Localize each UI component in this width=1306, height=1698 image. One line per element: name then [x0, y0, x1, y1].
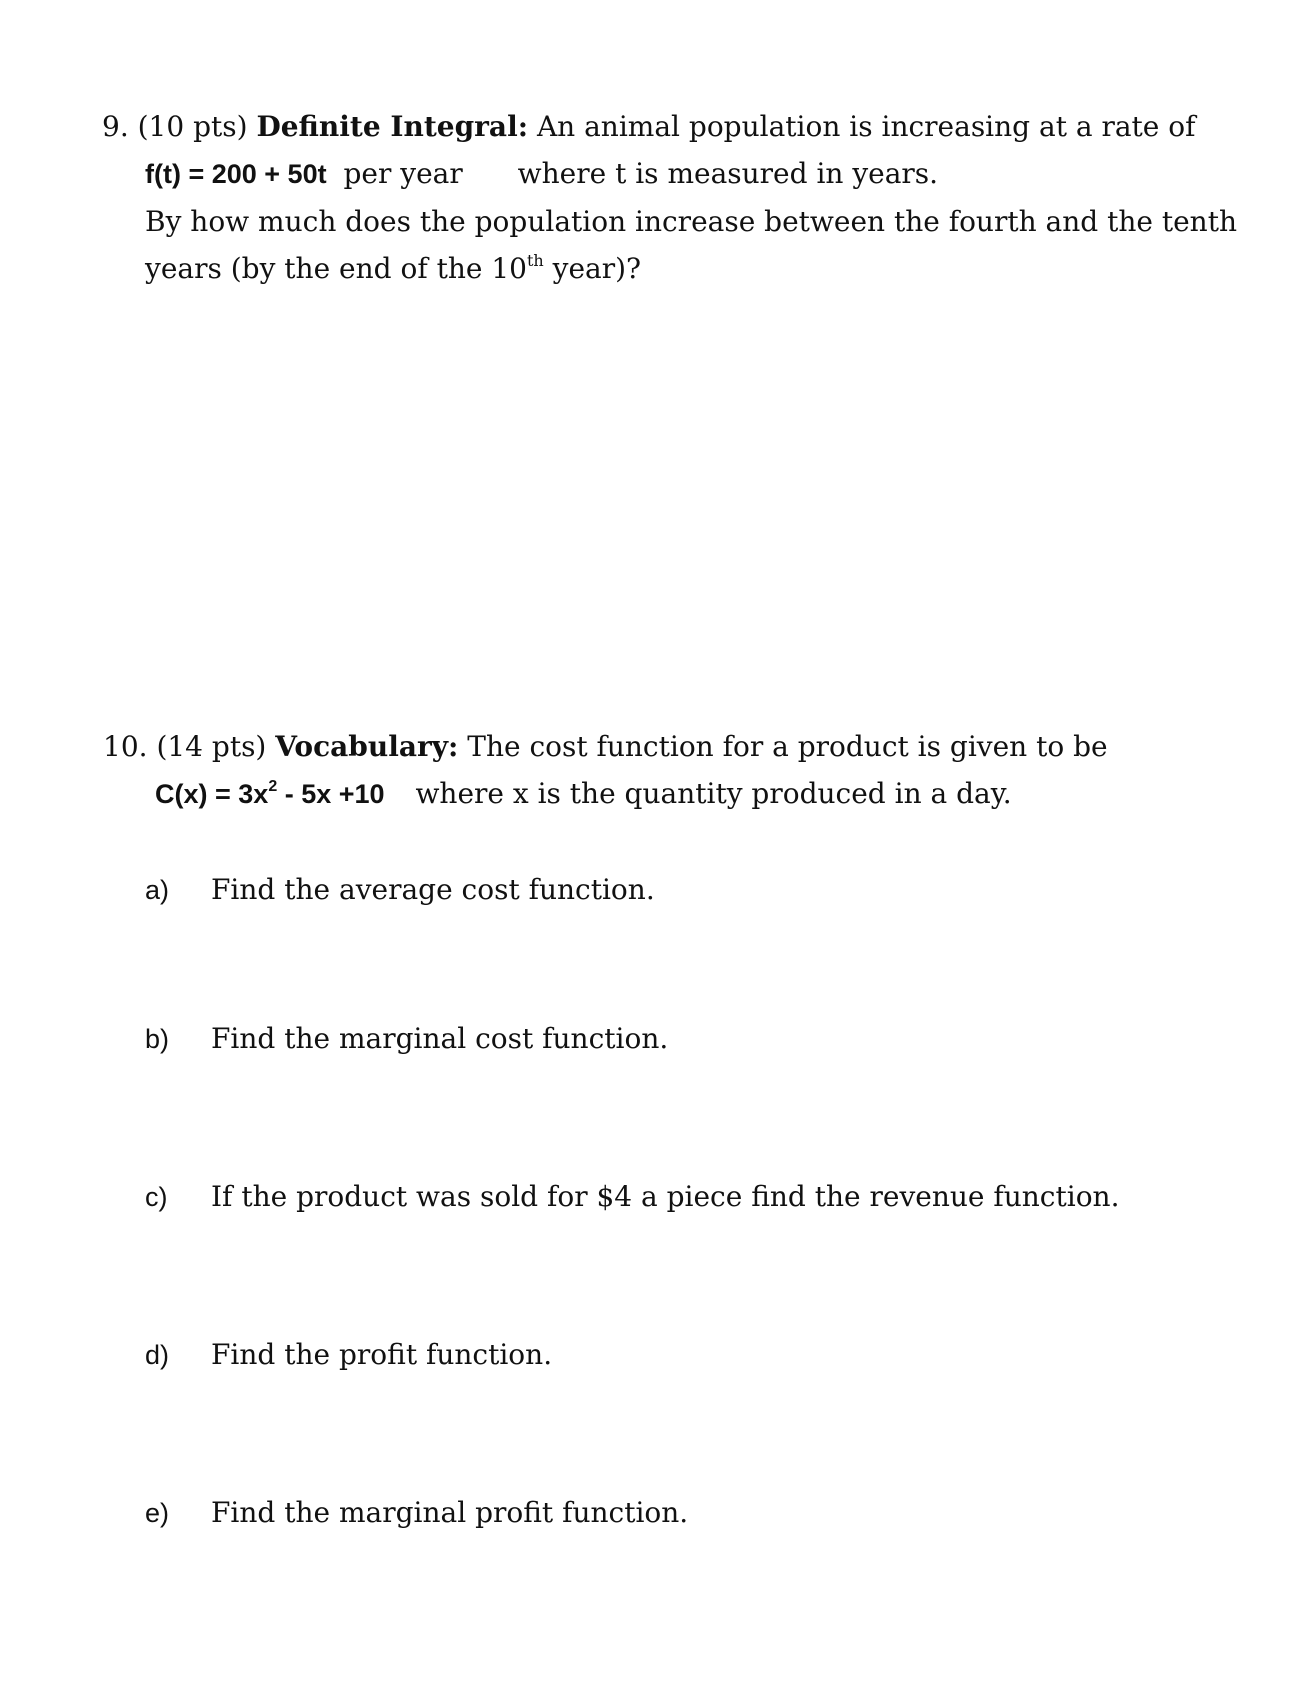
part-text: If the product was sold for $4 a piece find the revenue function. [211, 1180, 1120, 1213]
q10-formula-sup: 2 [268, 778, 278, 795]
q9-points: (10 pts) [137, 110, 248, 143]
q10-part-c [145, 1180, 1119, 1214]
q10-where: where x is the quantity produced in a day. [415, 777, 1012, 810]
q10-part-b [145, 1022, 668, 1056]
q9-formula-line [145, 157, 938, 191]
q10-points: (14 pts) [156, 730, 267, 763]
part-label: d) [145, 1340, 170, 1370]
part-text: Find the marginal cost function. [211, 1022, 669, 1055]
part-text: Find the profit function. [211, 1338, 553, 1371]
part-text: Find the marginal profit function. [211, 1496, 689, 1529]
q10-topic: Vocabulary: [275, 730, 459, 763]
q9-intro: An animal population is increasing at a rate of [536, 110, 1196, 143]
q10-formula [155, 779, 385, 809]
q9-topic: Definite Integral: [256, 110, 529, 143]
q9-question-line2-sup: th [527, 251, 544, 270]
part-label: a) [145, 875, 170, 905]
q10-formula-line [155, 777, 1012, 811]
q9-question-line1: By how much does the population increase between the fourth and the tenth [145, 205, 1237, 238]
q10-formula-pre: C(x) = 3x [155, 779, 269, 809]
part-label: c) [145, 1182, 168, 1212]
q9-where: where t is measured in years. [517, 157, 939, 190]
q9-question-line2 [145, 252, 641, 286]
q10-part-a [145, 873, 655, 907]
part-label: b) [145, 1024, 170, 1054]
q9-number: 9. [102, 110, 129, 143]
q9-header [102, 110, 1195, 144]
q10-part-e [145, 1496, 688, 1530]
q9-formula: f(t) = 200 + 50t [145, 159, 327, 189]
part-text: Find the average cost function. [211, 873, 655, 906]
q9-question-line2-post: year)? [543, 252, 642, 285]
q9-per-year: per year [343, 157, 463, 190]
q9-question-line2-pre: years (by the end of the 10 [145, 252, 527, 285]
q10-part-d [145, 1338, 552, 1372]
q10-formula-post: - 5x +10 [277, 779, 385, 809]
q10-intro: The cost function for a product is given to be [467, 730, 1108, 763]
q10-number: 10. [103, 730, 148, 763]
q10-header [103, 730, 1108, 764]
part-label: e) [145, 1498, 170, 1528]
